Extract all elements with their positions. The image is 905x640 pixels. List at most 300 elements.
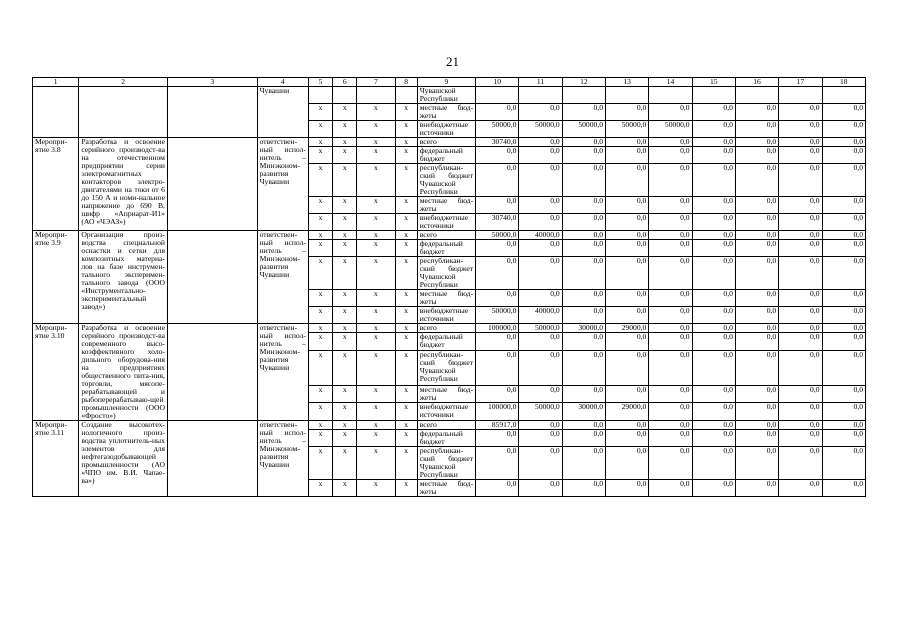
x-marker: x bbox=[395, 290, 417, 307]
x-marker: x bbox=[333, 104, 357, 121]
x-marker: x bbox=[357, 214, 395, 231]
funding-value: 0,0 bbox=[476, 385, 519, 403]
funding-value: 0,0 bbox=[735, 385, 778, 403]
x-marker: x bbox=[308, 104, 332, 121]
x-marker: x bbox=[357, 121, 395, 138]
funding-value: 0,0 bbox=[779, 430, 822, 447]
funding-source: внебюджетные источники bbox=[417, 307, 475, 324]
funding-value: 0,0 bbox=[822, 447, 866, 480]
x-marker: x bbox=[333, 324, 357, 333]
funding-value bbox=[692, 87, 735, 104]
x-marker: x bbox=[333, 164, 357, 197]
funding-value: 0,0 bbox=[649, 351, 692, 385]
x-marker: x bbox=[395, 104, 417, 121]
funding-value: 0,0 bbox=[822, 385, 866, 403]
x-marker: x bbox=[333, 290, 357, 307]
funding-value: 0,0 bbox=[562, 351, 605, 385]
funding-value: 0,0 bbox=[476, 240, 519, 257]
funding-value: 0,0 bbox=[692, 197, 735, 214]
funding-value: 0,0 bbox=[822, 351, 866, 385]
table-row bbox=[33, 138, 866, 147]
x-marker: x bbox=[395, 164, 417, 197]
x-marker: x bbox=[357, 164, 395, 197]
funding-value: 40000,0 bbox=[519, 231, 562, 240]
funding-value: 0,0 bbox=[562, 333, 605, 351]
x-marker: x bbox=[333, 138, 357, 147]
funding-value: 0,0 bbox=[822, 290, 866, 307]
funding-value: 0,0 bbox=[606, 307, 649, 324]
funding-value: 0,0 bbox=[692, 430, 735, 447]
funding-value: 0,0 bbox=[822, 421, 866, 430]
funding-value: 0,0 bbox=[476, 147, 519, 164]
funding-value: 0,0 bbox=[649, 290, 692, 307]
funding-value: 0,0 bbox=[735, 164, 778, 197]
funding-value: 0,0 bbox=[562, 385, 605, 403]
funding-value: 0,0 bbox=[735, 421, 778, 430]
funding-value bbox=[779, 87, 822, 104]
funding-value: 0,0 bbox=[649, 231, 692, 240]
funding-value: 0,0 bbox=[779, 351, 822, 385]
x-marker: x bbox=[357, 324, 395, 333]
funding-value: 0,0 bbox=[519, 333, 562, 351]
x-marker: x bbox=[308, 240, 332, 257]
funding-value: 0,0 bbox=[735, 214, 778, 231]
funding-source: внебюджетные источники bbox=[417, 121, 475, 138]
column-header: 9 bbox=[417, 78, 475, 87]
funding-value: 0,0 bbox=[822, 147, 866, 164]
funding-value: 0,0 bbox=[606, 430, 649, 447]
funding-value: 0,0 bbox=[692, 447, 735, 480]
funding-source: республикан-ский бюджет Чувашской Республики bbox=[417, 447, 475, 480]
funding-value bbox=[476, 87, 519, 104]
table-row bbox=[33, 421, 866, 430]
x-marker: x bbox=[333, 257, 357, 290]
funding-value: 0,0 bbox=[779, 421, 822, 430]
x-marker: x bbox=[357, 447, 395, 480]
funding-value: 50000,0 bbox=[476, 307, 519, 324]
x-marker: x bbox=[395, 430, 417, 447]
funding-value: 0,0 bbox=[822, 257, 866, 290]
funding-value: 0,0 bbox=[519, 351, 562, 385]
funding-value: 0,0 bbox=[519, 480, 562, 497]
x-marker: x bbox=[395, 447, 417, 480]
funding-table bbox=[32, 77, 866, 497]
funding-value: 0,0 bbox=[735, 351, 778, 385]
funding-value: 0,0 bbox=[779, 197, 822, 214]
funding-value: 0,0 bbox=[562, 290, 605, 307]
funding-value: 0,0 bbox=[519, 430, 562, 447]
measure-title: Разработка и освоение серийного производст-ва современного высо-коэффективного холо-дильного оборудова-ния на предприятиях общественного пита-ния, торговли, мясопе-рерабатывающей и рыбоперерабатываю-щей промышленности (ООО «Фросто») bbox=[79, 324, 168, 421]
measure-title-cell bbox=[79, 87, 168, 138]
funding-value: 0,0 bbox=[562, 231, 605, 240]
funding-value: 0,0 bbox=[476, 351, 519, 385]
funding-value: 0,0 bbox=[562, 421, 605, 430]
funding-value: 0,0 bbox=[649, 147, 692, 164]
x-marker bbox=[308, 87, 332, 104]
funding-source: федеральный бюджет bbox=[417, 430, 475, 447]
column-header: 7 bbox=[357, 78, 395, 87]
funding-value: 0,0 bbox=[735, 231, 778, 240]
x-marker: x bbox=[395, 351, 417, 385]
measure-title: Создание высокотех-нологичного произ-водства уплотнитель-ных элементов для нефтегазодобывающей промышленности (АО «ЧПО им. В.И. Чапае-ва») bbox=[79, 421, 168, 497]
funding-value: 0,0 bbox=[692, 480, 735, 497]
funding-value: 0,0 bbox=[519, 447, 562, 480]
funding-value: 0,0 bbox=[519, 138, 562, 147]
x-marker: x bbox=[308, 351, 332, 385]
funding-value: 0,0 bbox=[649, 240, 692, 257]
funding-value: 0,0 bbox=[649, 104, 692, 121]
funding-value: 30740,0 bbox=[476, 138, 519, 147]
funding-value: 0,0 bbox=[649, 403, 692, 421]
x-marker: x bbox=[308, 307, 332, 324]
header-row bbox=[33, 78, 866, 87]
funding-value: 0,0 bbox=[822, 214, 866, 231]
column-header: 14 bbox=[649, 78, 692, 87]
funding-value: 0,0 bbox=[649, 447, 692, 480]
funding-value: 0,0 bbox=[606, 480, 649, 497]
table-row bbox=[33, 231, 866, 240]
funding-value: 0,0 bbox=[649, 307, 692, 324]
funding-value: 0,0 bbox=[735, 403, 778, 421]
funding-source: всего bbox=[417, 231, 475, 240]
funding-value: 0,0 bbox=[735, 290, 778, 307]
funding-value: 50000,0 bbox=[519, 324, 562, 333]
funding-value: 0,0 bbox=[649, 257, 692, 290]
funding-value: 50000,0 bbox=[476, 121, 519, 138]
funding-value: 0,0 bbox=[735, 324, 778, 333]
funding-value: 0,0 bbox=[606, 240, 649, 257]
column-header: 11 bbox=[519, 78, 562, 87]
funding-value: 0,0 bbox=[649, 197, 692, 214]
funding-source: внебюджетные источники bbox=[417, 214, 475, 231]
funding-value: 0,0 bbox=[649, 214, 692, 231]
funding-value: 0,0 bbox=[476, 480, 519, 497]
funding-value: 0,0 bbox=[649, 430, 692, 447]
x-marker: x bbox=[395, 257, 417, 290]
funding-value: 0,0 bbox=[606, 351, 649, 385]
funding-value: 0,0 bbox=[606, 333, 649, 351]
funding-value: 0,0 bbox=[779, 121, 822, 138]
x-marker: x bbox=[395, 403, 417, 421]
funding-value: 0,0 bbox=[822, 430, 866, 447]
x-marker: x bbox=[357, 480, 395, 497]
x-marker: x bbox=[333, 447, 357, 480]
funding-value: 0,0 bbox=[692, 385, 735, 403]
x-marker: x bbox=[357, 430, 395, 447]
funding-value: 50000,0 bbox=[476, 231, 519, 240]
funding-value: 0,0 bbox=[692, 257, 735, 290]
funding-value: 0,0 bbox=[692, 147, 735, 164]
funding-source: местные бюд-жеты bbox=[417, 480, 475, 497]
x-marker: x bbox=[395, 480, 417, 497]
funding-source: всего bbox=[417, 324, 475, 333]
funding-value: 50000,0 bbox=[606, 121, 649, 138]
funding-source: местные бюд-жеты bbox=[417, 104, 475, 121]
funding-value: 0,0 bbox=[779, 164, 822, 197]
x-marker: x bbox=[308, 430, 332, 447]
funding-value: 0,0 bbox=[606, 197, 649, 214]
x-marker: x bbox=[333, 421, 357, 430]
funding-value: 0,0 bbox=[476, 164, 519, 197]
x-marker: x bbox=[357, 421, 395, 430]
funding-value: 0,0 bbox=[562, 447, 605, 480]
funding-value bbox=[735, 87, 778, 104]
x-marker: x bbox=[333, 403, 357, 421]
column-header: 12 bbox=[562, 78, 605, 87]
x-marker: x bbox=[333, 214, 357, 231]
funding-value: 0,0 bbox=[735, 430, 778, 447]
funding-value: 0,0 bbox=[649, 480, 692, 497]
funding-source: местные бюд-жеты bbox=[417, 385, 475, 403]
funding-value: 0,0 bbox=[735, 447, 778, 480]
empty-cell bbox=[167, 324, 257, 421]
funding-value: 50000,0 bbox=[519, 403, 562, 421]
funding-value: 0,0 bbox=[692, 403, 735, 421]
funding-value: 0,0 bbox=[822, 307, 866, 324]
funding-value: 50000,0 bbox=[519, 121, 562, 138]
funding-value: 0,0 bbox=[735, 307, 778, 324]
funding-value: 0,0 bbox=[692, 138, 735, 147]
funding-value: 0,0 bbox=[649, 164, 692, 197]
funding-value: 0,0 bbox=[519, 290, 562, 307]
x-marker: x bbox=[395, 231, 417, 240]
funding-value: 0,0 bbox=[649, 421, 692, 430]
x-marker: x bbox=[395, 421, 417, 430]
empty-cell bbox=[167, 87, 257, 138]
x-marker: x bbox=[308, 147, 332, 164]
funding-value: 0,0 bbox=[562, 147, 605, 164]
funding-value: 0,0 bbox=[779, 324, 822, 333]
funding-value: 0,0 bbox=[606, 104, 649, 121]
column-header: 6 bbox=[333, 78, 357, 87]
funding-value: 0,0 bbox=[692, 290, 735, 307]
measure-id: Меропри-ятие 3.10 bbox=[33, 324, 79, 421]
funding-value: 0,0 bbox=[606, 231, 649, 240]
funding-source: всего bbox=[417, 138, 475, 147]
empty-cell bbox=[167, 138, 257, 231]
x-marker: x bbox=[357, 333, 395, 351]
funding-value: 0,0 bbox=[562, 257, 605, 290]
column-header: 18 bbox=[822, 78, 866, 87]
funding-value: 0,0 bbox=[649, 385, 692, 403]
funding-value: 0,0 bbox=[779, 403, 822, 421]
x-marker: x bbox=[308, 121, 332, 138]
x-marker: x bbox=[395, 197, 417, 214]
funding-source: республикан-ский бюджет Чувашской Республики bbox=[417, 257, 475, 290]
funding-value: 0,0 bbox=[692, 333, 735, 351]
column-header: 4 bbox=[257, 78, 308, 87]
column-header: 13 bbox=[606, 78, 649, 87]
measure-id: Меропри-ятие 3.11 bbox=[33, 421, 79, 497]
funding-value: 0,0 bbox=[779, 257, 822, 290]
funding-value: 0,0 bbox=[735, 104, 778, 121]
funding-value: 0,0 bbox=[562, 240, 605, 257]
x-marker: x bbox=[308, 385, 332, 403]
funding-value: 0,0 bbox=[822, 138, 866, 147]
funding-source: федеральный бюджет bbox=[417, 333, 475, 351]
funding-value: 0,0 bbox=[606, 257, 649, 290]
funding-source: федеральный бюджет bbox=[417, 240, 475, 257]
measure-title: Организация произ-водства специальной оснастки и сетки для композитных материа-лов на базе инструмен-тального эксперимен-тального завода (ООО «Инструментально-экспериментальный завод») bbox=[79, 231, 168, 324]
funding-value: 0,0 bbox=[562, 197, 605, 214]
measure-id: Меропри-ятие 3.9 bbox=[33, 231, 79, 324]
measure-executor: ответствен-ный испол-нитель – Минэконом-развития Чувашии bbox=[257, 231, 308, 324]
column-header: 16 bbox=[735, 78, 778, 87]
funding-value: 0,0 bbox=[779, 231, 822, 240]
funding-source: внебюджетные источники bbox=[417, 403, 475, 421]
funding-value bbox=[822, 87, 866, 104]
empty-cell bbox=[167, 231, 257, 324]
funding-value: 0,0 bbox=[519, 164, 562, 197]
funding-value: 0,0 bbox=[519, 147, 562, 164]
funding-value: 0,0 bbox=[606, 164, 649, 197]
x-marker: x bbox=[308, 231, 332, 240]
funding-value: 0,0 bbox=[476, 257, 519, 290]
x-marker: x bbox=[357, 138, 395, 147]
funding-value: 0,0 bbox=[779, 385, 822, 403]
funding-source: федеральный бюджет bbox=[417, 147, 475, 164]
x-marker: x bbox=[395, 333, 417, 351]
x-marker: x bbox=[333, 351, 357, 385]
funding-value: 0,0 bbox=[735, 138, 778, 147]
funding-value: 0,0 bbox=[692, 307, 735, 324]
funding-value: 0,0 bbox=[519, 257, 562, 290]
x-marker: x bbox=[333, 197, 357, 214]
funding-value: 0,0 bbox=[822, 164, 866, 197]
funding-value: 0,0 bbox=[649, 333, 692, 351]
x-marker: x bbox=[357, 290, 395, 307]
x-marker: x bbox=[357, 197, 395, 214]
funding-value: 0,0 bbox=[692, 324, 735, 333]
funding-value: 0,0 bbox=[562, 104, 605, 121]
funding-value: 0,0 bbox=[779, 333, 822, 351]
column-header: 8 bbox=[395, 78, 417, 87]
funding-value bbox=[562, 87, 605, 104]
x-marker: x bbox=[395, 324, 417, 333]
empty-cell bbox=[167, 421, 257, 497]
x-marker: x bbox=[308, 324, 332, 333]
funding-value: 0,0 bbox=[779, 447, 822, 480]
funding-value: 0,0 bbox=[692, 121, 735, 138]
funding-value: 0,0 bbox=[779, 480, 822, 497]
funding-value: 0,0 bbox=[735, 333, 778, 351]
x-marker bbox=[357, 87, 395, 104]
funding-value: 0,0 bbox=[822, 333, 866, 351]
x-marker: x bbox=[308, 480, 332, 497]
funding-value: 0,0 bbox=[822, 403, 866, 421]
funding-value: 30000,0 bbox=[562, 403, 605, 421]
table-row bbox=[33, 87, 866, 104]
table-row bbox=[33, 324, 866, 333]
x-marker: x bbox=[308, 421, 332, 430]
x-marker: x bbox=[333, 307, 357, 324]
x-marker: x bbox=[357, 403, 395, 421]
x-marker: x bbox=[395, 147, 417, 164]
x-marker: x bbox=[357, 147, 395, 164]
funding-value: 0,0 bbox=[735, 240, 778, 257]
funding-value: 0,0 bbox=[735, 147, 778, 164]
funding-value: 0,0 bbox=[822, 121, 866, 138]
measure-executor: ответствен-ный испол-нитель – Минэконом-развития Чувашии bbox=[257, 324, 308, 421]
funding-value: 0,0 bbox=[606, 421, 649, 430]
funding-value: 0,0 bbox=[692, 421, 735, 430]
x-marker: x bbox=[357, 231, 395, 240]
funding-value: 0,0 bbox=[822, 324, 866, 333]
x-marker: x bbox=[357, 104, 395, 121]
funding-value: 0,0 bbox=[606, 447, 649, 480]
x-marker: x bbox=[357, 385, 395, 403]
funding-value: 0,0 bbox=[606, 138, 649, 147]
x-marker: x bbox=[308, 447, 332, 480]
funding-value: 50000,0 bbox=[562, 121, 605, 138]
x-marker: x bbox=[357, 351, 395, 385]
funding-value: 40000,0 bbox=[519, 307, 562, 324]
funding-value: 0,0 bbox=[476, 104, 519, 121]
x-marker: x bbox=[395, 240, 417, 257]
funding-value: 0,0 bbox=[779, 147, 822, 164]
funding-value: 0,0 bbox=[649, 138, 692, 147]
funding-value: 0,0 bbox=[519, 104, 562, 121]
x-marker: x bbox=[333, 480, 357, 497]
funding-value: 0,0 bbox=[822, 197, 866, 214]
funding-value: 0,0 bbox=[779, 138, 822, 147]
column-header: 10 bbox=[476, 78, 519, 87]
x-marker: x bbox=[395, 138, 417, 147]
funding-value: 0,0 bbox=[822, 240, 866, 257]
funding-value: 0,0 bbox=[562, 307, 605, 324]
funding-value: 0,0 bbox=[519, 214, 562, 231]
executor-cell: Чувашии bbox=[257, 87, 308, 138]
x-marker: x bbox=[333, 240, 357, 257]
funding-value: 0,0 bbox=[692, 240, 735, 257]
funding-value: 0,0 bbox=[822, 231, 866, 240]
x-marker bbox=[333, 87, 357, 104]
funding-source: местные бюд-жеты bbox=[417, 197, 475, 214]
x-marker: x bbox=[308, 290, 332, 307]
funding-value: 0,0 bbox=[562, 164, 605, 197]
funding-value: 0,0 bbox=[562, 430, 605, 447]
funding-value: 0,0 bbox=[692, 351, 735, 385]
funding-value: 0,0 bbox=[519, 421, 562, 430]
x-marker: x bbox=[333, 231, 357, 240]
x-marker bbox=[395, 87, 417, 104]
measure-executor: ответствен-ный испол-нитель – Минэконом-развития Чувашии bbox=[257, 421, 308, 497]
funding-value: 0,0 bbox=[519, 240, 562, 257]
funding-source: республикан-ский бюджет Чувашской Республики bbox=[417, 351, 475, 385]
column-header: 1 bbox=[33, 78, 79, 87]
x-marker: x bbox=[395, 121, 417, 138]
funding-value: 0,0 bbox=[822, 480, 866, 497]
funding-value: 0,0 bbox=[476, 197, 519, 214]
funding-value: 0,0 bbox=[476, 290, 519, 307]
column-header: 2 bbox=[79, 78, 168, 87]
x-marker: x bbox=[308, 197, 332, 214]
funding-value: 0,0 bbox=[692, 164, 735, 197]
measure-title: Разработка и освоение серийного производст-ва на отечественном предприятии серии электромагнитных контакторов электро-двигателями на токи от 6 до 150 А и номи-нальное напряжение до 690 В, шифр «Априарат-И1» (АО «ЧЭАЗ») bbox=[79, 138, 168, 231]
funding-value: 0,0 bbox=[779, 240, 822, 257]
funding-value bbox=[606, 87, 649, 104]
funding-value: 0,0 bbox=[476, 447, 519, 480]
measure-executor: ответствен-ный испол-нитель – Минэконом-развития Чувашии bbox=[257, 138, 308, 231]
x-marker: x bbox=[395, 214, 417, 231]
funding-value: 0,0 bbox=[562, 138, 605, 147]
funding-value: 0,0 bbox=[606, 290, 649, 307]
funding-value: 0,0 bbox=[476, 333, 519, 351]
measure-id: Меропри-ятие 3.8 bbox=[33, 138, 79, 231]
x-marker: x bbox=[395, 385, 417, 403]
funding-value: 0,0 bbox=[562, 480, 605, 497]
funding-value: 29000,0 bbox=[606, 403, 649, 421]
